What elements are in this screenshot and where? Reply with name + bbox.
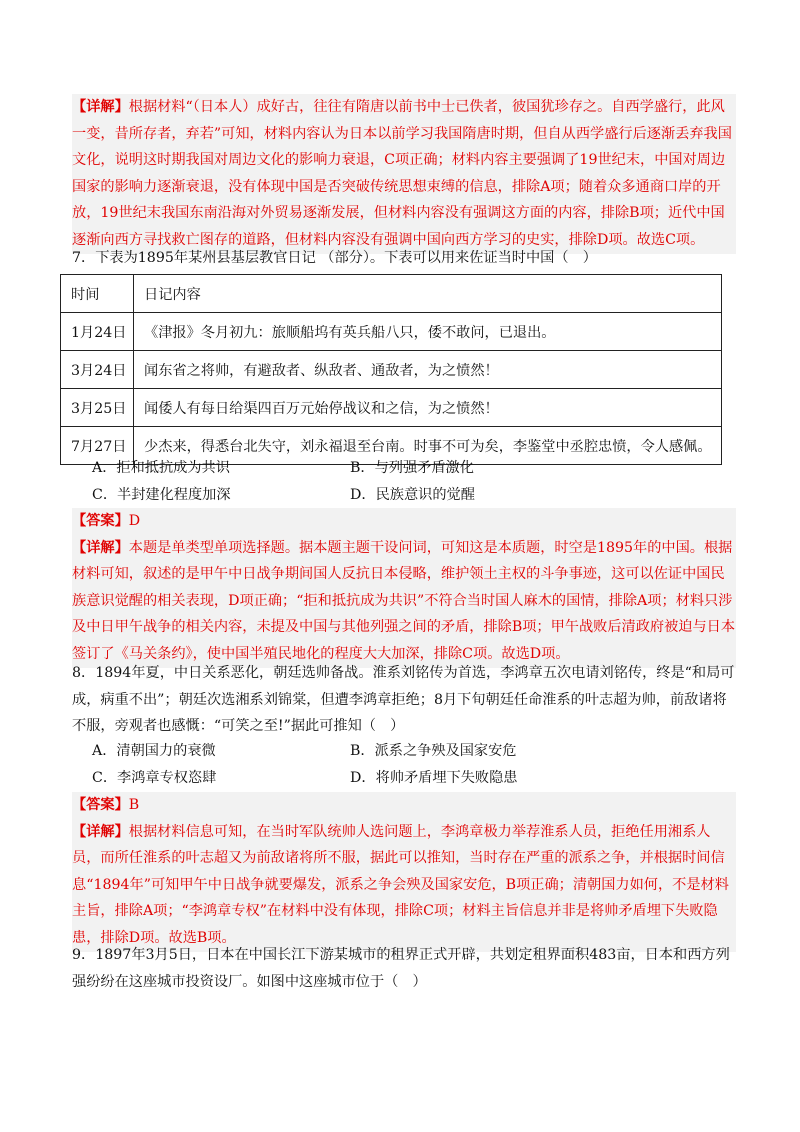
q7-stem: 7．下表为1895年某州县基层教官日记 （部分）。下表可以用来佐证当时中国（ ）: [72, 250, 597, 266]
answer-tag: 【答案】: [72, 797, 129, 813]
option-b: B．与列强矛盾激化: [350, 460, 474, 476]
detail-para: [72, 819, 736, 952]
table-header: 时间: [61, 275, 134, 313]
table-cell: 闻东省之将帅，有避敌者、纵敌者、通敌者，为之愤然！: [134, 351, 722, 389]
answer-line: [72, 508, 736, 535]
table-cell: 1月24日: [61, 313, 134, 351]
option-a: A．清朝国力的衰微: [92, 743, 216, 759]
table-cell: 少杰来，得悉台北失守，刘永福退至台南。时事不可为矣，李鉴堂中丞腔忠愤，令人感佩。: [134, 427, 722, 465]
detail-para: [72, 535, 736, 668]
table-cell: 3月24日: [61, 351, 134, 389]
q8-options: [92, 738, 692, 791]
q9-stem: 9．1897年3月5日，日本在中国长江下游某城市的租界正式开辟，共划定租界面积483亩，日本和西方列强纷纷在这座城市投资设厂。如图中这座城市位于（ ）: [72, 947, 730, 990]
detail-tag: 【详解】: [72, 539, 129, 556]
q6-detail: [72, 94, 736, 254]
answer-value: B: [128, 797, 140, 813]
table-header: 日记内容: [134, 275, 722, 313]
table-cell: 3月25日: [61, 389, 134, 427]
detail-text: 根据材料“（日本人）成好古，往往有隋唐以前书中士已佚者，彼国犹珍存之。自西学盛行，此风一变，昔所存者，弃若”可知，材料内容认为日本以前学习我国隋唐时期，但自从西学盛行后逐渐丢弃我国文化，说明这时期我国对周边文化的影响力衰退，C项正确；材料内容主要强调了19世纪末，中国对周边国家的影响力逐渐衰退，没有体现中国是否突破传统思想束缚的信息，排除A项；随着众多通商口岸的开放，19世纪末我国东南沿海对外贸易逐渐发展，但材料内容没有强调这方面的内容，排除B项；近代中国逐渐向西方寻找救亡图存的道路，但材料内容没有强调中国向西方学习的史实，排除D项。故选C项。: [72, 99, 732, 248]
option-d: D．民族意识的觉醒: [350, 486, 475, 503]
answer-value: D: [128, 513, 141, 529]
option-c: C．半封建化程度加深: [92, 486, 231, 503]
answer-tag: 【答案】: [72, 513, 129, 529]
table-cell: 7月27日: [61, 427, 134, 465]
detail-text: 本题是单类型单项选择题。据本题主题干设问词，可知这是本质题，时空是1895年的中国。根据材料可知，叙述的是甲午中日战争期间国人反抗日本侵略，维护领土主权的斗争事迹，这可以佐证中国民族意识觉醒的相关表现，D项正确；“拒和抵抗成为共识”不符合当时国人麻木的国情，排除A项；材料只涉及中日甲午战争的相关内容，未提及中国与其他列强之间的矛盾，排除B项；甲午战败后清政府被迫与日本签订了《马关条约》，使中国半殖民地化的程度大大加深，排除C项。故选D项。: [72, 539, 736, 662]
option-d: D．将帅矛盾埋下失败隐患: [350, 769, 518, 786]
option-a: A．拒和抵抗成为共识: [92, 460, 230, 476]
option-b: B．派系之争殃及国家安危: [350, 743, 517, 759]
table-row: [61, 389, 722, 427]
table-cell: 闻倭人有每日给渠四百万元始停战议和之信，为之愤然！: [134, 389, 722, 427]
q8-answer-block: [72, 792, 736, 952]
option-c: C．李鸿章专权恣肆: [92, 769, 217, 786]
table-header-row: [61, 275, 722, 313]
detail-tag: 【详解】: [72, 823, 129, 840]
diary-table: [60, 274, 722, 465]
q8-stem: 8．1894年夏，中日关系恶化，朝廷选帅备战。淮系刘铭传为首选，李鸿章五次电请刘铭传，终是“和局可成，病重不出”；朝廷次选湘系刘锦棠，但遭李鸿章拒绝；8月下旬朝廷任命淮系的叶志超为帅，前敌诸将不服，旁观者也感慨：“可笑之至!”据此可推知（ ）: [72, 665, 735, 735]
table-cell: 《津报》冬月初九：旅顺船坞有英兵船八只，倭不敢问，已退出。: [134, 313, 722, 351]
q7-answer-block: [72, 508, 736, 668]
detail-tag: 【详解】: [72, 99, 129, 115]
detail-text: 根据材料信息可知，在当时军队统帅人选问题上，李鸿章极力举荐淮系人员，拒绝任用湘系人员，而所任淮系的叶志超又为前敌诸将所不服，据此可以推知，当时存在严重的派系之争，并根据时间信息“1894年”可知甲午中日战争就要爆发，派系之争会殃及国家安危，B项正确；清朝国力如何，不是材料主旨，排除A项；“李鸿章专权”在材料中没有体现，排除C项；材料主旨信息并非是将帅矛盾埋下失败隐患，排除D项。故选B项。: [72, 823, 729, 946]
answer-line: [72, 792, 736, 819]
table-row: [61, 351, 722, 389]
table-row: [61, 313, 722, 351]
q7-options: [92, 455, 692, 508]
